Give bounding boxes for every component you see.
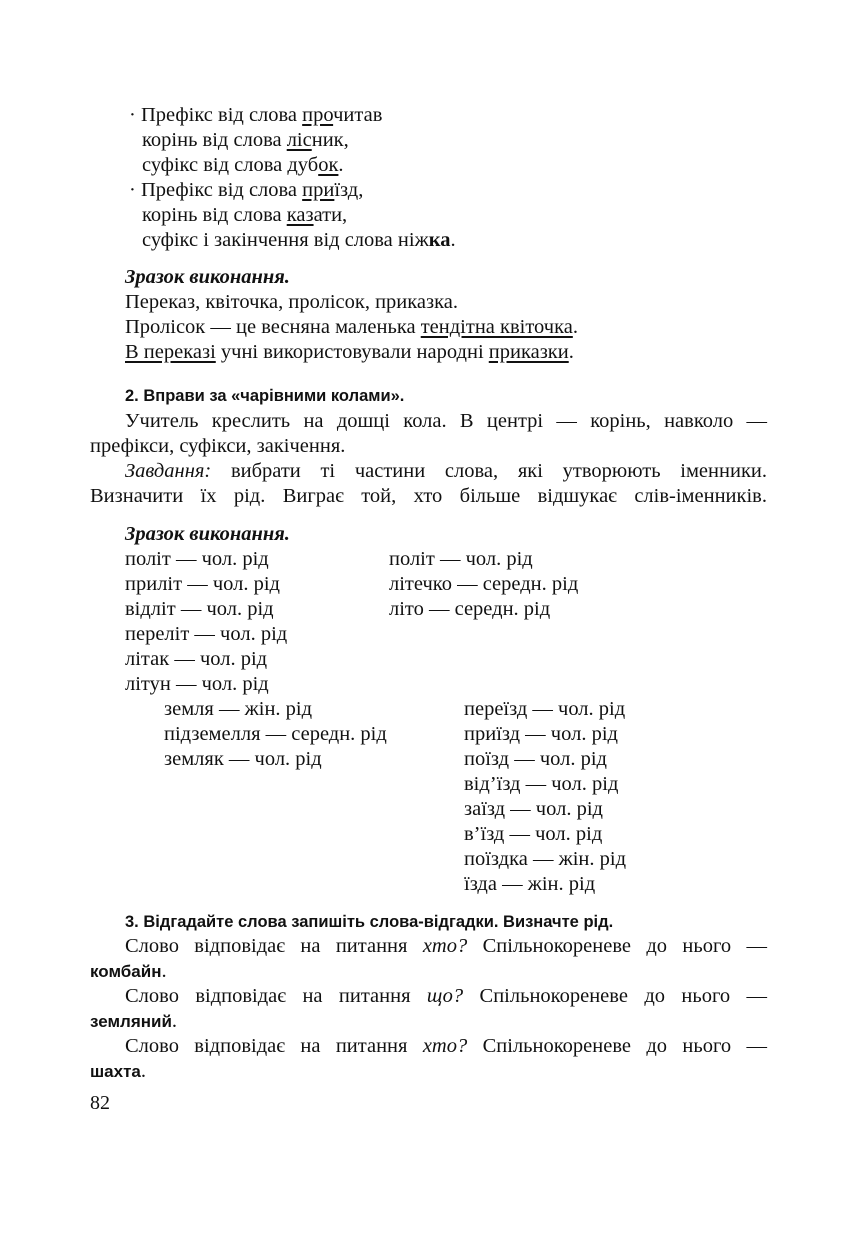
list-item-1-line-2: корінь від слова лісник, <box>142 129 349 151</box>
sample-heading: Зразок виконання. <box>125 266 290 288</box>
word-item: їзда — жін. рід <box>464 873 596 895</box>
word-item: переліт — чол. рід <box>125 623 288 645</box>
word-item: політ — чол. рід <box>389 548 533 570</box>
word-item: земляк — чол. рід <box>164 748 322 770</box>
sample-line: Пролісок — це весняна маленька тендітна квіточка. <box>125 316 578 338</box>
bullet: · <box>129 104 136 126</box>
page-number: 82 <box>90 1092 110 1114</box>
bullet: · <box>129 179 136 201</box>
list-item-2-line-3: суфікс і закінчення від слова ніжка. <box>142 229 456 251</box>
word-item: літун — чол. рід <box>125 673 269 695</box>
list-item-1-line-3: суфікс від слова дубок. <box>142 154 344 176</box>
word-item: приліт — чол. рід <box>125 573 280 595</box>
word-item: заїзд — чол. рід <box>464 798 603 820</box>
word-item: в’їзд — чол. рід <box>464 823 603 845</box>
word-item: поїздка — жін. рід <box>464 848 627 870</box>
task-line: Завдання: вибрати ті частини слова, які утворюють іменники. <box>125 460 767 482</box>
section-2-paragraph-line: Учитель креслить на дошці кола. В центрі — корінь, навколо — <box>125 410 767 432</box>
word-item: переїзд — чол. рід <box>464 698 626 720</box>
word-item: літечко — середн. рід <box>389 573 579 595</box>
sample-line: В переказі учні використовували народні приказки. <box>125 341 574 363</box>
riddle-answer: земляний. <box>90 1010 178 1032</box>
word-item: від’їзд — чол. рід <box>464 773 619 795</box>
list-item-1-line-1: · Префікс від слова прочитав <box>129 104 383 126</box>
riddle-line: Слово відповідає на питання хто? Спільнокореневе до нього — <box>125 1035 767 1057</box>
riddle-line: Слово відповідає на питання що? Спільнокореневе до нього — <box>125 985 767 1007</box>
section-2-paragraph-line: префікси, суфікси, закічення. <box>90 435 346 457</box>
riddle-line: Слово відповідає на питання хто? Спільнокореневе до нього — <box>125 935 767 957</box>
word-item: приїзд — чол. рід <box>464 723 618 745</box>
word-item: поїзд — чол. рід <box>464 748 607 770</box>
word-item: земля — жін. рід <box>164 698 313 720</box>
section-3-heading: 3. Відгадайте слова запишіть слова-відгадки. Визначте рід. <box>125 913 614 931</box>
task-line: Визначити їх рід. Виграє той, хто більше відшукає слів-іменників. <box>90 485 767 507</box>
sample-heading: Зразок виконання. <box>125 523 290 545</box>
word-item: політ — чол. рід <box>125 548 269 570</box>
riddle-answer: комбайн. <box>90 960 167 982</box>
word-item: відліт — чол. рід <box>125 598 274 620</box>
list-item-2-line-1: · Префікс від слова приїзд, <box>129 179 364 201</box>
word-item: підземелля — середн. рід <box>164 723 387 745</box>
word-item: літо — середн. рід <box>389 598 551 620</box>
word-item: літак — чол. рід <box>125 648 268 670</box>
list-item-2-line-2: корінь від слова казати, <box>142 204 348 226</box>
riddle-answer: шахта. <box>90 1060 146 1082</box>
sample-line: Переказ, квіточка, пролісок, приказка. <box>125 291 458 313</box>
section-2-heading: 2. Вправи за «чарівними колами». <box>125 387 405 405</box>
